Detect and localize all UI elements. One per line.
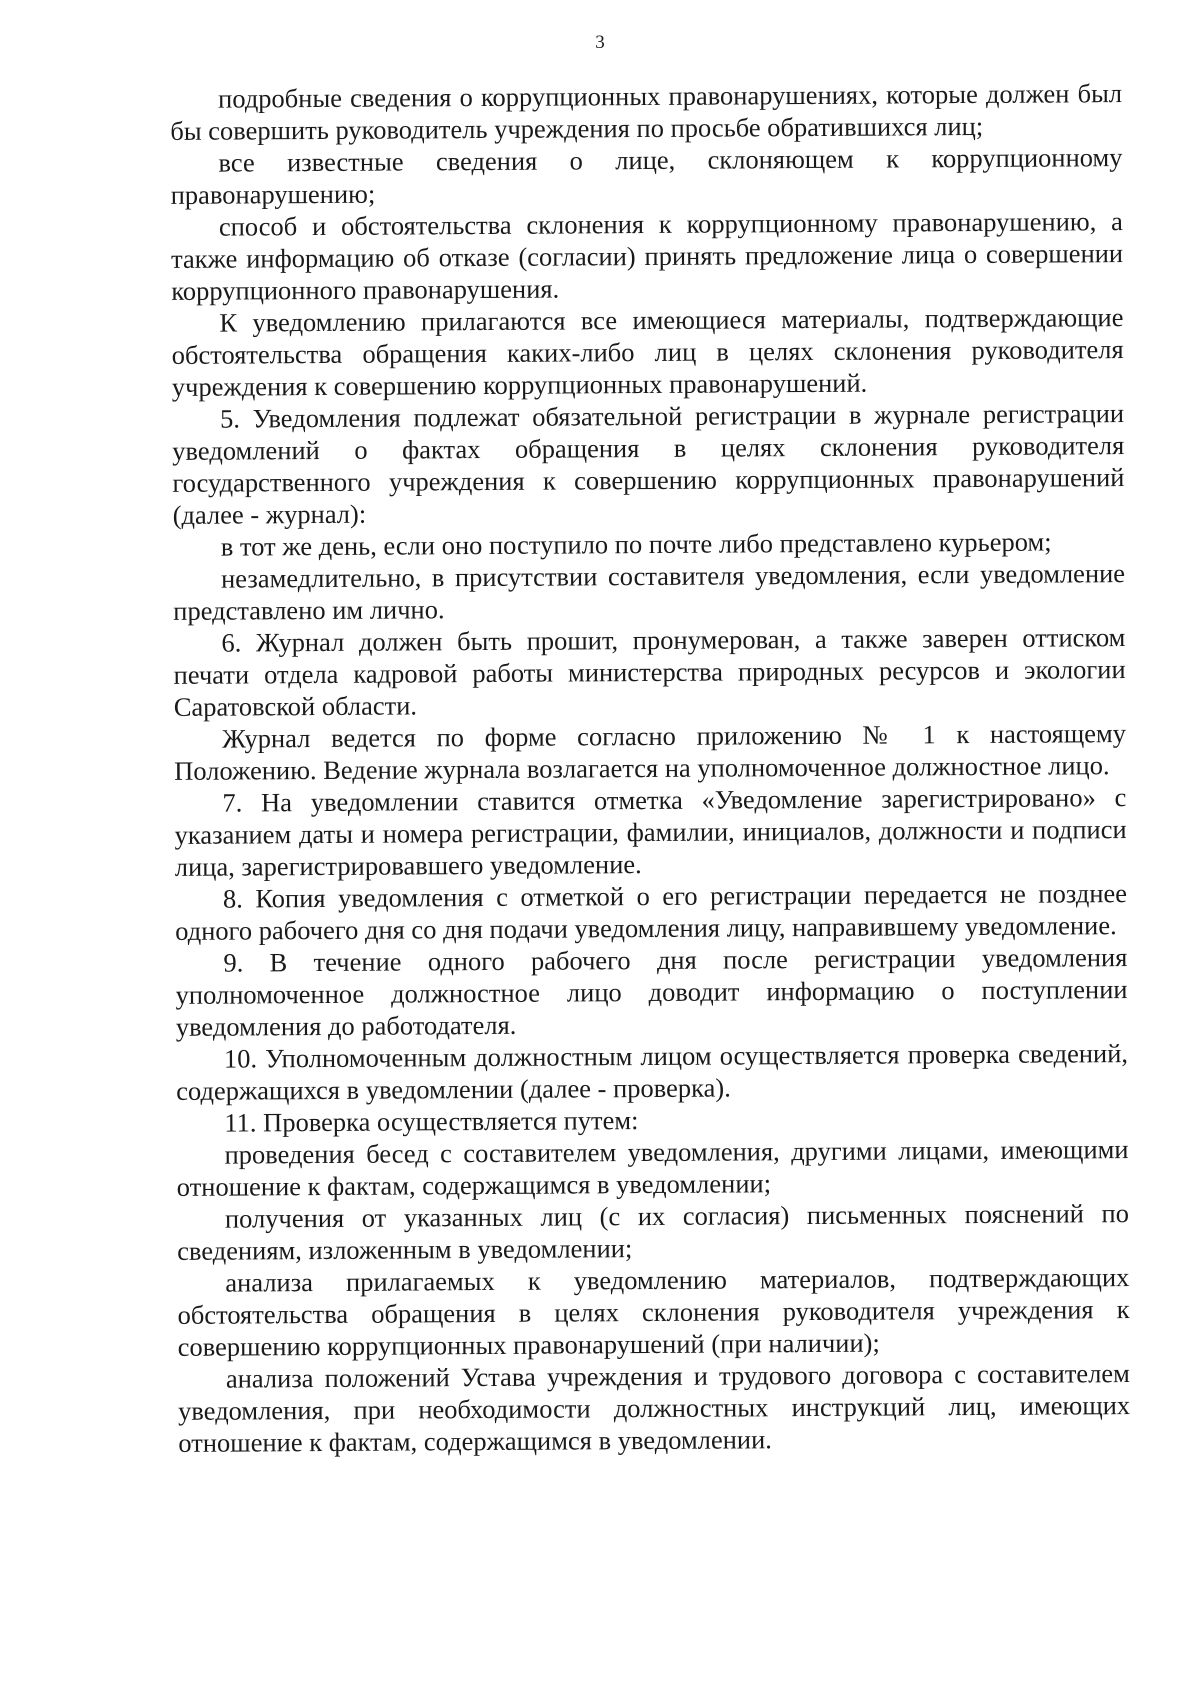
paragraph-12: 9. В течение одного рабочего дня после регистрации уведомления уполномоченное должностное лицо доводит информацию о поступлении уведомления до работодателя. xyxy=(175,942,1128,1042)
paragraph-16: получения от указанных лиц (с их согласия) письменных пояснений по сведениям, изложенным в уведомлении; xyxy=(177,1198,1130,1266)
paragraph-13: 10. Уполномоченным должностным лицом осуществляется проверка сведений, содержащихся в уведомлении (далее - проверка). xyxy=(176,1038,1129,1106)
paragraph-3: способ и обстоятельства склонения к коррупционному правонарушению, а также информацию об отказе (согласии) принять предложение лица о совершении коррупционного правонарушения. xyxy=(170,206,1124,306)
paragraph-1: подробные сведения о коррупционных правонарушениях, которые должен был бы совершить руководитель учреждения по просьбе обратившихся лиц; xyxy=(170,78,1123,146)
paragraph-5: 5. Уведомления подлежат обязательной регистрации в журнале регистрации уведомлений о фактах обращения в целях склонения руководителя государственного учреждения к совершению коррупционных правонарушений (далее - журнал): xyxy=(172,398,1125,530)
paragraph-17: анализа прилагаемых к уведомлению материалов, подтверждающих обстоятельства обращения в целях склонения руководителя учреждения к совершению коррупционных правонарушений (при наличии); xyxy=(177,1262,1130,1362)
paragraph-11: 8. Копия уведомления с отметкой о его регистрации передается не позднее одного рабочего дня со дня подачи уведомления лицу, направившему уведомление. xyxy=(175,878,1128,946)
paragraph-8: 6. Журнал должен быть прошит, пронумерован, а также заверен оттиском печати отдела кадровой работы министерства природных ресурсов и экологии Саратовской области. xyxy=(173,622,1126,722)
paragraph-4: К уведомлению прилагаются все имеющиеся материалы, подтверждающие обстоятельства обращения каких-либо лиц в целях склонения руководителя учреждения к совершению коррупционных правонарушений. xyxy=(171,302,1124,402)
paragraph-2: все известные сведения о лице, склоняющем к коррупционному правонарушению; xyxy=(170,142,1123,210)
paragraph-18: анализа положений Устава учреждения и трудового договора с составителем уведомления, при необходимости должностных инструкций лиц, имеющих отношение к фактам, содержащимся в уведомлении. xyxy=(178,1358,1131,1458)
page-number: 3 xyxy=(595,32,605,53)
paragraph-9: Журнал ведется по форме согласно приложению № 1 к настоящему Положению. Ведение журнала возлагается на уполномоченное должностное лицо. xyxy=(174,718,1127,786)
paragraph-10: 7. На уведомлении ставится отметка «Уведомление зарегистрировано» с указанием даты и номера регистрации, фамилии, инициалов, должности и подписи лица, зарегистрировавшего уведомление. xyxy=(174,782,1127,882)
paragraph-6: в тот же день, если оно поступило по почте либо представлено курьером; xyxy=(220,526,1052,562)
paragraph-7: незамедлительно, в присутствии составителя уведомления, если уведомление представлено им лично. xyxy=(173,558,1126,626)
paragraph-14: 11. Проверка осуществляется путем: xyxy=(224,1105,639,1138)
paragraph-15: проведения бесед с составителем уведомления, другими лицами, имеющими отношение к фактам, содержащимся в уведомлении; xyxy=(176,1134,1129,1202)
document-body xyxy=(170,77,1130,1459)
